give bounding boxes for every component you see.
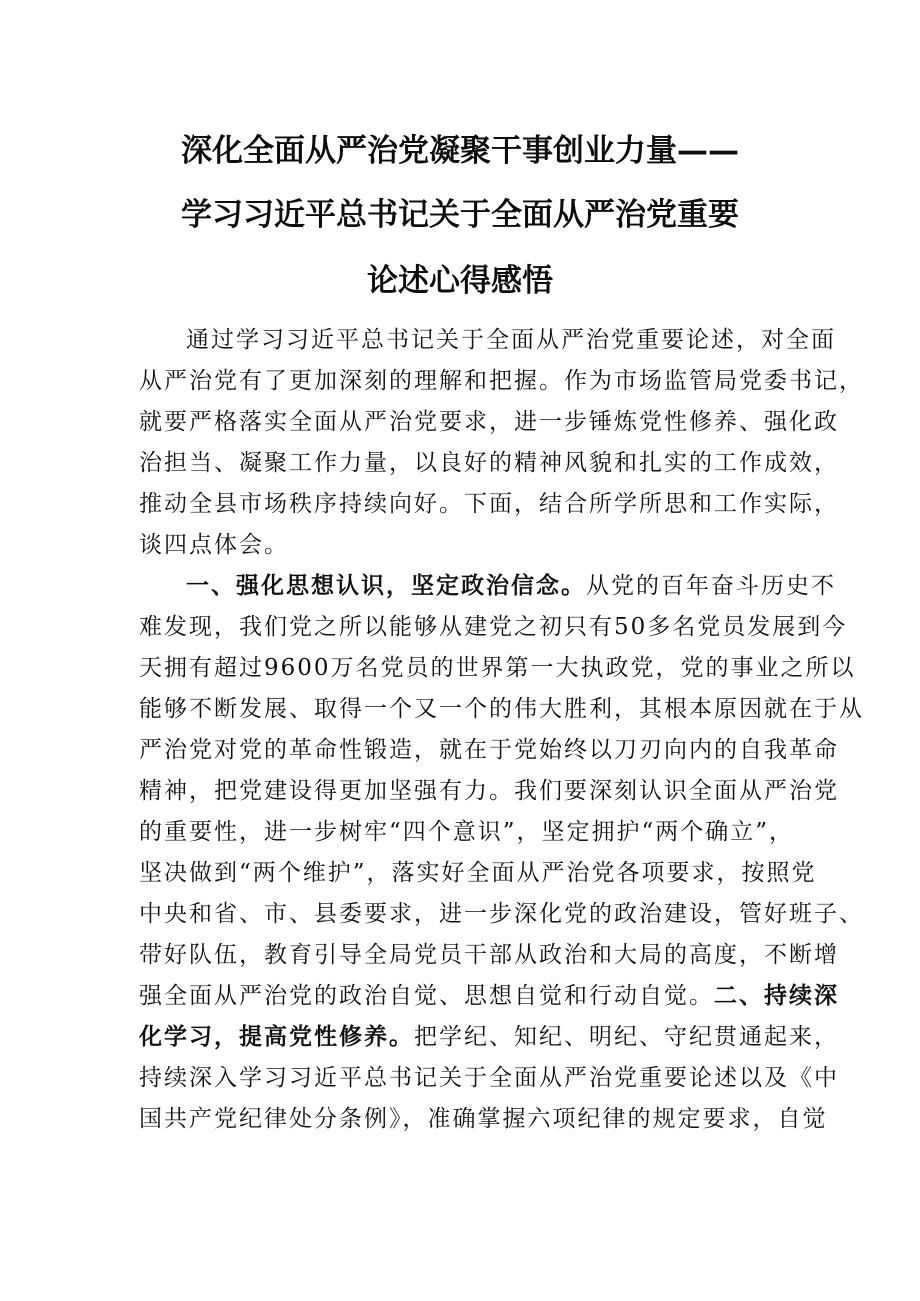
intro-line: 治担当、凝聚工作力量，以良好的精神风貌和扎实的工作成效，: [139, 450, 839, 476]
section-1-line: 难发现，我们党之所以能够从建党之初只有50多名党员发展到今: [139, 614, 848, 640]
section-1-line: 坚决做到“两个维护”，落实好全面从严治党各项要求，按照党: [139, 860, 817, 886]
intro-line: 就要严格落实全面从严治党要求，进一步锤炼党性修养、强化政: [139, 409, 839, 435]
section-1-line: 严治党对党的革命性锻造，就在于党始终以刀刃向内的自我革命: [139, 737, 839, 763]
section-1-line: 能够不断发展、取得一个又一个的伟大胜利，其根本原因就在于从: [139, 696, 864, 722]
section-1-line: 中央和省、市、县委要求，进一步深化党的政治建设，管好班子、: [139, 901, 864, 927]
section-2-heading-part-2: 化学习，提高党性修养。: [139, 1024, 414, 1050]
intro-line: 推动全县市场秩序持续向好。下面，结合所学所思和工作实际，: [139, 491, 839, 517]
section-1-line: 带好队伍，教育引导全局党员干部从政治和大局的高度，不断增: [139, 942, 839, 968]
section-1-line: 的重要性，进一步树牢“四个意识”，坚定拥护“两个确立”，: [139, 819, 795, 845]
section-1-last-line: [139, 976, 839, 1017]
section-1-heading: 一、强化思想认识，坚定政治信念。: [186, 573, 586, 599]
document-title-line-1: 深化全面从严治党凝聚干事创业力量——: [181, 133, 739, 169]
section-1-first-line-text: 从党的百年奋斗历史不: [586, 573, 836, 599]
document-body: [139, 320, 864, 1140]
section-1-first-line: [139, 566, 836, 607]
section-1-last-text: 强全面从严治党的政治自觉、思想自觉和行动自觉。: [139, 983, 714, 1009]
section-1-line: 精神，把党建设得更加坚强有力。我们要深刻认识全面从严治党: [139, 778, 839, 804]
intro-line: 谈四点体会。: [139, 532, 289, 558]
section-2-line: 持续深入学习习近平总书记关于全面从严治党重要论述以及《中: [139, 1065, 839, 1091]
section-2-first-line-text: 把学纪、知纪、明纪、守纪贯通起来，: [414, 1024, 839, 1050]
intro-line: 通过学习习近平总书记关于全面从严治党重要论述，对全面: [186, 327, 836, 353]
document-title-line-2: 学习习近平总书记关于全面从严治党重要: [181, 197, 739, 233]
section-2-line: 国共产党纪律处分条例》，准确掌握六项纪律的规定要求，自觉: [139, 1106, 828, 1132]
section-1-line: 天拥有超过9600万名党员的世界第一大执政党，党的事业之所以: [139, 655, 856, 681]
document-title-line-3: 论述心得感悟: [367, 263, 553, 299]
section-2-heading-part-1: 二、持续深: [714, 983, 839, 1009]
section-2-first-line: [139, 1017, 839, 1058]
intro-line: 从严治党有了更加深刻的理解和把握。作为市场监管局党委书记，: [139, 368, 864, 394]
